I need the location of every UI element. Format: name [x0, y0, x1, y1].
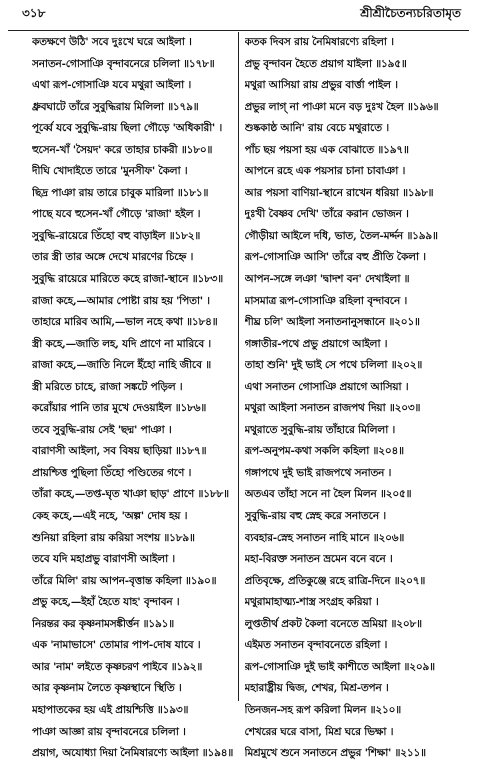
verse-line: স্ত্রী মরিতে চাহে, রাজা সঙ্কটে পড়িল ।: [32, 380, 183, 393]
verse-line: শীঘ্র চলি' আইলা সনাতনানুসন্ধানে ॥২০১॥: [244, 316, 420, 329]
verse-line: স্ত্রী কহে,—জাতি লহ, যদি প্রাণে না মারিবে ।: [32, 337, 211, 350]
verse-line: শুনিয়া রহিলা রায় করিয়া সংশয় ॥১৮৯॥: [32, 531, 195, 544]
verse-line: দীঘি খোদাইতে তারে 'মুনসীফ' কৈলা ।: [32, 165, 188, 178]
verse-line: তার স্ত্রী তার অঙ্গে দেখে মারণের চিহ্নে ।: [32, 251, 194, 264]
verse-line: গৌড়ীয়া আইলে দধি, ভাত, তৈল-মর্দ্দন ॥১৯৯॥: [244, 229, 438, 242]
verse-line: কতক্ষণে উঠি' সবে দুঃখে ঘরে আইলা ।: [32, 36, 192, 48]
verse-line: মহা-বিরক্ত সনাতন ভ্রমেন বনে বনে ।: [244, 553, 393, 566]
verse-line: কতক দিবস রায় নৈমিষারণ্যে রহিলা ।: [244, 36, 394, 48]
verse-line: হুসেন-খাঁ 'সৈয়দ' করে তাহার চাকরী ॥১৮০॥: [32, 143, 213, 156]
verse-line: সুবুদ্ধি-রায় বহু স্নেহ করে সনাতনে ।: [244, 510, 386, 523]
verse-line: মথুরা আসিয়া রায় প্রভুর বার্ত্তা পাইল ।: [244, 79, 398, 92]
verse-line: রূপ-গোসাঞি দুই ভাই কাশীতে আইলা ॥২০৯॥: [244, 660, 435, 673]
page-number: ৩১৮: [22, 6, 46, 20]
verse-line: তবে সুবুদ্ধি-রায় সেই 'ছদ্ম' পাঞা ।: [32, 423, 172, 436]
verse-line: আর পয়সা বাণিয়া-স্থানে রাখেন ধরিয়া ॥১৯৮॥: [244, 186, 434, 199]
verse-line: শুষ্ককাষ্ঠ আনি' রায় বেচে মথুরাতে ।: [244, 122, 389, 135]
verse-line: লুপ্ততীর্থ প্রকট কৈলা বনেতে ভ্রমিয়া ॥২০৮॥: [244, 617, 422, 630]
verse-line: সুবুদ্ধি-রায়েরে তিঁহো বহু বাড়াইল ॥১৮২॥: [32, 229, 201, 242]
verse-line: নিরন্তর কর কৃষ্ণনামসঙ্কীর্ত্তন ॥১৯১॥: [32, 617, 174, 630]
verse-line: করোঁয়ার পানি তার মুখে দেওয়াইল ॥১৮৬॥: [32, 402, 207, 415]
verse-line: পাছে যবে হুসেন-খাঁ গৌড়ে 'রাজা' হইল ।: [32, 208, 201, 221]
verse-line: প্রায়শ্চিত্ত পুছিলা তিঁহো পণ্ডিতের গণে ।: [32, 466, 192, 479]
verse-line: বারাণসী আইলা, সব বিষয় ছাড়িয়া ॥১৮৭॥: [32, 445, 207, 458]
verse-line: এইমত সনাতন বৃন্দাবনেতে রহিলা ।: [244, 639, 388, 652]
right-column: [239, 32, 470, 760]
running-title: শ্রীশ্রীচৈতন্যচরিতামৃত: [360, 6, 461, 20]
verse-line: মাসমাত্র রূপ-গোসাঞি রহিলা বৃন্দাবনে ।: [244, 294, 408, 307]
verse-line: পাঞা আজ্ঞা রায় বৃন্দাবনেরে চলিলা ।: [32, 725, 186, 738]
verse-line: প্রয়াগ, অযোধ্যা দিয়া নৈমিষারণ্যে আইলা ॥১৯৪॥: [32, 747, 234, 760]
verse-line: প্রভুর লাগ্ না পাঞা মনে বড় দুঃখ হৈল ॥১৯৬॥: [244, 100, 439, 113]
verse-line: এথা রূপ-গোসাঞি যবে মথুরা আইলা ।: [32, 79, 191, 92]
page-header: [8, 0, 469, 31]
verse-line: মহাপাতকের হয় এই প্রায়শ্চিত্তি ॥১৯৩॥: [32, 703, 189, 716]
verse-line: কেহ কহে,—এই নহে, 'অল্প' দোষ হয় ।: [32, 510, 188, 523]
verse-line: রূপ-গোসাঞি আসি' তাঁরে বহু প্রীতি কৈলা ।: [244, 251, 426, 264]
verse-line: দুঃখী বৈষ্ণব দেখি' তাঁরে করান ভোজন ।: [244, 208, 409, 221]
verse-line: আর 'নাম' লইতে কৃষ্ণচরণ পাইবে ॥১৯২॥: [32, 660, 203, 673]
verse-line: রাজা কহে,—জাতি নিলে ইঁহো নাহি জীবে ॥: [32, 359, 211, 372]
verse-line: তিনজন-সহ রূপ করিলা মিলন ॥২১০॥: [244, 703, 401, 716]
verse-line: অতএব তাঁহা সনে না হৈল মিলন ॥২০৫॥: [244, 488, 412, 501]
verse-line: পাঁচ ছয় পয়সা হয় এক বোঝাতে ॥১৯৭॥: [244, 143, 409, 156]
verse-line: মিশ্রমুখে শুনে সনাতনে প্রভুর 'শিক্ষা' ॥২১১॥: [244, 747, 426, 760]
verse-line: প্রভু কহে,—ইহাঁ হৈতে যাহ' বৃন্দাবন ।: [32, 596, 180, 609]
verse-line: প্রতিবৃক্ষে, প্রতিকুঞ্জে রহে রাত্রি-দিনে ॥২০৭॥: [244, 574, 426, 587]
verse-line: তাঁরে মিলি' রায় আপন-বৃত্তান্ত কহিলা ॥১৯০॥: [32, 574, 217, 587]
verse-line: রাজা কহে,—আমার পোষ্টা রায় হয় 'পিতা' ।: [32, 294, 210, 307]
verse-line: রূপ-অনুপম-কথা সকলি কহিলা ॥২০৪॥: [244, 445, 404, 458]
left-column: [8, 32, 239, 760]
verse-line: গঙ্গাপথে দুই ভাই রাজপথে সনাতন ।: [244, 466, 392, 479]
text-columns: [8, 32, 469, 760]
verse-line: তাহা শুনি' দুই ভাই সে পথে চলিলা ॥২০২॥: [244, 359, 423, 372]
verse-line: ব্যবহার-স্নেহ সনাতন নাহি মানে ॥২০৬॥: [244, 531, 405, 544]
verse-line: প্রভু বৃন্দাবন হৈতে প্রয়াগ যাইলা ॥১৯৫॥: [244, 57, 407, 70]
verse-line: আর কৃষ্ণনাম লৈতে কৃষ্ণস্থানে স্থিতি ।: [32, 682, 182, 695]
verse-line: সনাতন-গোসাঞি বৃন্দাবনেরে চলিলা ॥১৭৮॥: [32, 57, 215, 70]
verse-line: গঙ্গাতীর-পথে প্রভু প্রয়াগে আইলা ।: [244, 337, 388, 350]
verse-line: এক 'নামাভাসে' তোমার পাপ-দোষ যাবে ।: [32, 639, 201, 652]
verse-line: মথুরাতে সুবুদ্ধি-রায় তাঁহারে মিলিলা ।: [244, 423, 396, 436]
verse-line: মহারাষ্ট্রীয় দ্বিজ, শেখর, মিশ্র-তপন ।: [244, 682, 389, 695]
verse-line: ছিদ্র পাঞা রায় তারে চাবুক মারিলা ॥১৮১॥: [32, 186, 209, 199]
verse-line: সুবুদ্ধি রায়েরে মারিতে কহে রাজা-স্থানে ॥১৮৩॥: [32, 273, 224, 286]
verse-line: আপনে রহে এক পয়সার চানা চাবাঞা ।: [244, 165, 406, 178]
verse-line: শেখরের ঘরে বাসা, মিশ্র ঘরে ভিক্ষা ।: [244, 725, 394, 738]
verse-line: তাঁরা কহে,—তপ্ত-ঘৃত খাঞা ছাড়' প্রাণে ॥১৮৮॥: [32, 488, 229, 501]
verse-line: আপন-সঙ্গে লঞা 'দ্বাদশ বন' দেখাইলা ॥: [244, 273, 410, 286]
verse-line: তবে যদি মহাপ্রভু বারাণসী আইলা ।: [32, 553, 175, 566]
verse-line: তাহারে মারিব আমি,—ভাল নহে কথা ॥১৮৪॥: [32, 316, 218, 329]
verse-line: এথা সনাতন গোসাঞি প্রয়াগে আসিয়া ।: [244, 380, 409, 393]
verse-line: মথুরামাহাত্ম্য-শাস্ত্র সংগ্রহ করিয়া ।: [244, 596, 379, 609]
verse-line: ধ্রুবঘাটে তাঁরে সুবুদ্ধিরায় মিলিলা ॥১৭৯॥: [32, 100, 199, 113]
verse-line: পূর্ব্বে যবে সুবুদ্ধি-রায় ছিলা গৌড়ে 'অধিকারী' ।: [32, 122, 223, 135]
verse-line: মথুরা আইলা সনাতন রাজপথ দিয়া ॥২০৩॥: [244, 402, 421, 415]
